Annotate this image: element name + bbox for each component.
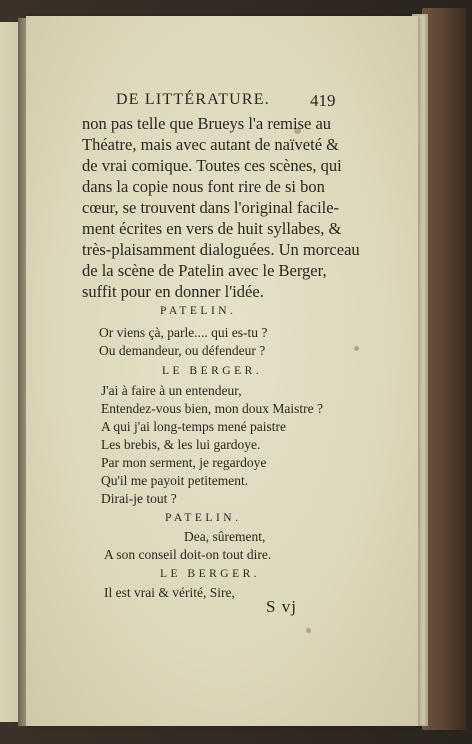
speaker-name: LE BERGER. — [160, 568, 261, 580]
verse-line: Ou demandeur, ou défendeur ? — [99, 343, 266, 358]
book-cover-edge — [422, 8, 466, 730]
paragraph-line: Théatre, mais avec autant de naïveté & — [82, 135, 339, 154]
speaker-name: PATELIN. — [165, 512, 242, 524]
verse-line: Par mon serment, je regardoye — [101, 455, 267, 470]
paragraph-line: très-plaisamment dialoguées. Un morceau — [82, 240, 360, 259]
speaker-name: PATELIN. — [160, 305, 237, 317]
paragraph-line: dans la copie nous font rire de si bon — [82, 177, 325, 196]
verse-line: Entendez-vous bien, mon doux Maistre ? — [101, 401, 323, 416]
foxing-spot — [306, 628, 311, 633]
verse-line: A qui j'ai long-temps mené paistre — [101, 419, 287, 434]
verse-line: Qu'il me payoit petitement. — [101, 473, 249, 488]
running-head: DE LITTÉRATURE. — [116, 91, 270, 108]
speaker-name: LE BERGER. — [162, 365, 263, 377]
paragraph-line: ment écrites en vers de huit syllabes, & — [82, 219, 342, 238]
signature-mark: S vj — [266, 597, 297, 616]
paragraph-line: de vrai comique. Toutes ces scènes, qui — [82, 156, 342, 175]
verse-line: Dea, sûrement, — [184, 529, 266, 544]
verse-line: Les brebis, & les lui gardoye. — [101, 437, 261, 452]
verse-line: J'ai à faire à un entendeur, — [101, 383, 242, 398]
verse-line: Or viens çà, parle.... qui es-tu ? — [99, 325, 268, 340]
verse-line: A son conseil doit-on tout dire. — [104, 547, 272, 562]
verse-line: Dirai-je tout ? — [101, 491, 177, 506]
paragraph-line: non pas telle que Brueys l'a remise au — [82, 114, 332, 133]
foxing-spot — [354, 346, 359, 351]
paragraph-line: cœur, se trouvent dans l'original facile- — [82, 198, 340, 217]
page-number: 419 — [310, 91, 336, 110]
paragraph-line: de la scène de Patelin avec le Berger, — [82, 261, 327, 280]
verse-line: Il est vrai & vérité, Sire, — [104, 585, 235, 600]
paragraph-line: suffit pour en donner l'idée. — [82, 282, 264, 301]
